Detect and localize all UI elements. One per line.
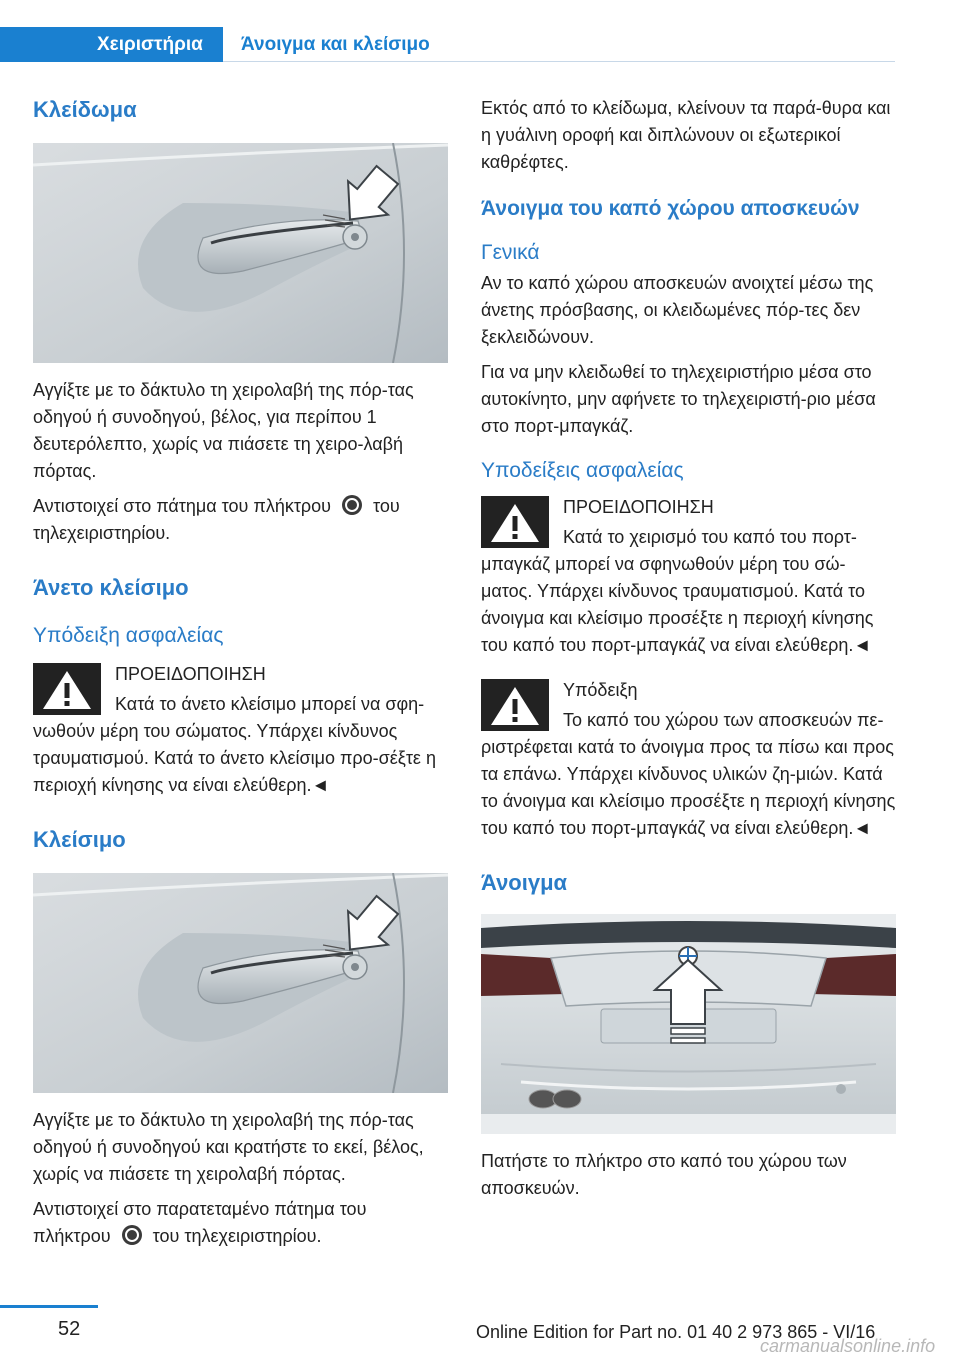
page-header — [0, 0, 895, 62]
lock-button-icon-2 — [121, 1224, 143, 1246]
heading-comfort-closing: Άνετο κλείσιμο — [33, 575, 189, 600]
text-close-equivalent-c: του τηλεχειριστηρίου. — [152, 1226, 322, 1246]
heading-trunk-opening: Άνοιγμα του καπό χώρου αποσκευών — [481, 197, 860, 220]
warning-body-left: νωθούν μέρη του σώματος. Υπάρχει κίνδυνος τραυματισμού. Κατά το άνετο κλείσιμο προ‐σέξτε η περιοχή κίνησης να είναι ελεύθερη.◄ — [33, 721, 436, 795]
paragraph-press-trunk-button: Πατήστε το πλήκτρο στο καπό του χώρου των αποσκευών. — [481, 1151, 847, 1198]
heading-safety-notes-right: Υποδείξεις ασφαλείας — [481, 459, 684, 482]
warning-triangle-icon — [33, 663, 101, 715]
warning-first-line-right-2: Το καπό του χώρου των αποσκευών πε‐ — [563, 710, 884, 730]
paragraph-comfort-access: Αν το καπό χώρου αποσκευών ανοιχτεί μέσω της άνετης πρόσβασης, οι κλειδωμένες πόρ‐τες δεν ξεκλειδώνουν. — [481, 273, 874, 347]
heading-opening: Άνοιγμα — [481, 870, 568, 895]
door-handle-lock-image — [33, 143, 448, 363]
paragraph-windows-close: Εκτός από το κλείδωμα, κλείνουν τα παρά‐θυρα και η γυάλινη οροφή και διπλώνουν οι εξωτερικοί καθρέφτες. — [481, 98, 891, 172]
text-close-equivalent-b: πλήκτρου — [33, 1226, 111, 1246]
warning-trunk-damage — [481, 677, 896, 842]
warning-triangle-icon-2 — [481, 496, 549, 548]
left-column — [33, 95, 448, 1250]
warning-trunk-injury — [481, 494, 896, 659]
warning-title-right-2: Υπόδειξη — [563, 680, 638, 700]
paragraph-close-equivalent — [33, 1196, 448, 1250]
trunk-button-image — [481, 914, 896, 1134]
footer-edition: Online Edition for Part no. 01 40 2 973 865 - VI/16 — [476, 1322, 876, 1342]
footer-rule — [0, 1305, 98, 1308]
header-chapter-tab[interactable]: Άνοιγμα και κλείσιμο — [223, 27, 895, 62]
paragraph-lock-touch: Αγγίξτε με το δάκτυλο τη χειρολαβή της πόρ‐τας οδηγού ή συνοδηγού, βέλος, για περίπου 1 δευτερόλεπτο, χωρίς να πιάσετε τη χειρο‐λαβή πόρτας. — [33, 380, 414, 481]
warning-triangle-icon-3 — [481, 679, 549, 731]
heading-general: Γενικά — [481, 241, 540, 264]
paragraph-close-touch: Αγγίξτε με το δάκτυλο τη χειρολαβή της πόρ‐τας οδηγού ή συνοδηγού και κρατήστε το εκεί, βέλος, χωρίς να πιάσετε τη χειρολαβή πόρτας. — [33, 1110, 424, 1184]
warning-title-right-1: ΠΡΟΕΙΔΟΠΟΙΗΣΗ — [563, 497, 714, 517]
text-lock-equivalent-b: του τηλεχειριστηρίου. — [33, 496, 400, 543]
page-number: 52 — [58, 1318, 81, 1340]
warning-body-right-1: μπαγκάζ μπορεί να σφηνωθούν μέρη του σώ‐ματος. Υπάρχει κίνδυνος τραυματισμού. Κατά το άνοιγμα και κλείσιμο προσέξτε η περιοχή κίνησης του καπό του πορτ-μπαγκάζ να είναι ελεύθερη.◄ — [481, 554, 874, 655]
header-section-tab[interactable]: Χειριστήρια — [0, 27, 223, 62]
warning-first-line-left: Κατά το άνετο κλείσιμο μπορεί να σφη‐ — [115, 694, 425, 714]
paragraph-remote-inside: Για να μην κλειδωθεί το τηλεχειριστήριο μέσα στο αυτοκίνητο, μην αφήνετε το τηλεχειριστή‐ριο μέσα στο πορτ-μπαγκάζ. — [481, 362, 876, 436]
lock-button-icon — [341, 494, 363, 516]
text-lock-equivalent-a: Αντιστοιχεί στο πάτημα του πλήκτρου — [33, 496, 332, 516]
watermark-text: carmanualsonline.info — [760, 1336, 936, 1356]
warning-comfort-closing — [33, 661, 448, 799]
door-handle-close-image — [33, 873, 448, 1093]
warning-title-left: ΠΡΟΕΙΔΟΠΟΙΗΣΗ — [115, 664, 266, 684]
paragraph-lock-equivalent — [33, 493, 448, 547]
warning-body-right-2: ριστρέφεται κατά το άνοιγμα προς τα πίσω και προς τα επάνω. Υπάρχει κίνδυνος υλικών ζη‐μιών. Κατά το άνοιγμα και κλείσιμο προσέξτε η περιοχή κίνησης του καπό του πορτ-μπαγκάζ να είναι ελεύθερη.◄ — [481, 737, 896, 838]
right-column — [481, 95, 896, 1202]
heading-locking: Κλείδωμα — [33, 97, 137, 122]
heading-safety-note-left: Υπόδειξη ασφαλείας — [33, 624, 224, 647]
heading-closing: Κλείσιμο — [33, 827, 126, 852]
warning-first-line-right-1: Κατά το χειρισμό του καπό του πορτ- — [563, 527, 857, 547]
text-close-equivalent-a: Αντιστοιχεί στο παρατεταμένο πάτημα του — [33, 1199, 367, 1219]
